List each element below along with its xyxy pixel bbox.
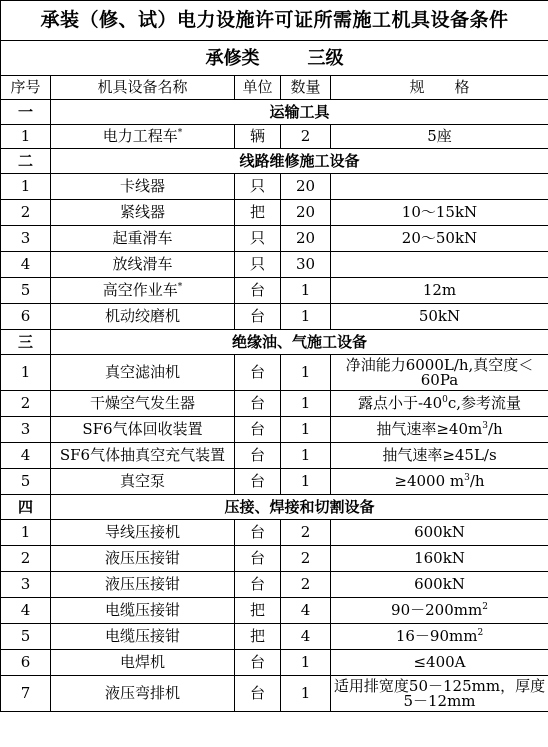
equipment-name bbox=[51, 355, 235, 391]
unit-cell: 台 bbox=[235, 355, 281, 391]
quantity-cell: 1 bbox=[281, 443, 331, 469]
spec-text: 露点小于-40 bbox=[357, 394, 443, 412]
spec-cell: 12m bbox=[331, 278, 548, 304]
spec-cell: 适用排宽度50－125mm，厚度5－12mm bbox=[331, 676, 548, 712]
equipment-name bbox=[51, 572, 235, 598]
equipment-name bbox=[51, 650, 235, 676]
header-spec: 规 格 bbox=[331, 76, 548, 100]
spec-cell bbox=[331, 252, 548, 278]
section-index: 四 bbox=[1, 495, 51, 520]
table-row bbox=[1, 125, 548, 149]
spec-text: 抽气速率≥40m bbox=[376, 420, 483, 438]
equipment-name-text: 起重滑车 bbox=[112, 229, 173, 247]
section-index: 二 bbox=[1, 149, 51, 174]
row-number: 2 bbox=[1, 546, 51, 572]
spec-superscript: 2 bbox=[482, 602, 488, 612]
unit-cell: 台 bbox=[235, 304, 281, 330]
table-row bbox=[1, 391, 548, 417]
quantity-cell: 1 bbox=[281, 355, 331, 391]
table-row bbox=[1, 469, 548, 495]
spec-cell: 10～15kN bbox=[331, 200, 548, 226]
equipment-name-text: 真空滤油机 bbox=[104, 363, 180, 381]
subtitle-category: 承修类 bbox=[205, 47, 260, 69]
unit-cell: 台 bbox=[235, 469, 281, 495]
quantity-cell: 2 bbox=[281, 520, 331, 546]
spec-superscript: 2 bbox=[477, 628, 484, 638]
quantity-cell: 1 bbox=[281, 469, 331, 495]
unit-cell: 把 bbox=[235, 200, 281, 226]
unit-cell: 台 bbox=[235, 520, 281, 546]
spec-cell: 160kN bbox=[331, 546, 548, 572]
row-number: 1 bbox=[1, 125, 51, 149]
equipment-name-text: 高空作业车 bbox=[102, 281, 178, 299]
equipment-name-text: 卡线器 bbox=[119, 177, 165, 195]
quantity-cell: 1 bbox=[281, 676, 331, 712]
equipment-name bbox=[51, 417, 235, 443]
quantity-cell: 1 bbox=[281, 391, 331, 417]
equipment-name bbox=[51, 546, 235, 572]
equipment-name-text: 液压压接钳 bbox=[104, 575, 180, 593]
equipment-name bbox=[51, 174, 235, 200]
quantity-cell: 4 bbox=[281, 624, 331, 650]
table-row bbox=[1, 676, 548, 712]
subtitle bbox=[1, 41, 548, 76]
equipment-name-text: 紧线器 bbox=[119, 203, 165, 221]
equipment-name bbox=[51, 391, 235, 417]
table-row bbox=[1, 546, 548, 572]
row-number: 5 bbox=[1, 469, 51, 495]
unit-cell: 台 bbox=[235, 572, 281, 598]
table-row bbox=[1, 200, 548, 226]
row-number: 7 bbox=[1, 676, 51, 712]
row-number: 1 bbox=[1, 520, 51, 546]
spec-cell bbox=[331, 469, 548, 495]
row-number: 3 bbox=[1, 226, 51, 252]
spec-cell bbox=[331, 598, 548, 624]
spec-text-suffix: c,参考流量 bbox=[447, 394, 522, 412]
section-row bbox=[1, 495, 548, 520]
spec-text: 16－90mm bbox=[395, 627, 478, 645]
quantity-cell: 2 bbox=[281, 125, 331, 149]
equipment-name bbox=[51, 304, 235, 330]
spec-cell bbox=[331, 624, 548, 650]
spec-text-suffix: /h bbox=[469, 472, 485, 490]
quantity-cell: 1 bbox=[281, 304, 331, 330]
spec-superscript: 3 bbox=[482, 421, 488, 431]
unit-cell: 把 bbox=[235, 624, 281, 650]
section-title: 绝缘油、气施工设备 bbox=[51, 330, 548, 355]
spec-cell: 20～50kN bbox=[331, 226, 548, 252]
table-row bbox=[1, 572, 548, 598]
unit-cell: 只 bbox=[235, 226, 281, 252]
row-number: 5 bbox=[1, 278, 51, 304]
equipment-name bbox=[51, 443, 235, 469]
row-number: 2 bbox=[1, 391, 51, 417]
section-title: 压接、焊接和切割设备 bbox=[51, 495, 548, 520]
equipment-name-text: 电焊机 bbox=[119, 653, 165, 671]
unit-cell: 台 bbox=[235, 417, 281, 443]
row-number: 5 bbox=[1, 624, 51, 650]
row-number: 4 bbox=[1, 598, 51, 624]
header-no: 序号 bbox=[1, 76, 51, 100]
spec-cell: 600kN bbox=[331, 572, 548, 598]
equipment-name bbox=[51, 278, 235, 304]
quantity-cell: 2 bbox=[281, 572, 331, 598]
unit-cell: 台 bbox=[235, 546, 281, 572]
equipment-name-text: SF6气体回收装置 bbox=[82, 420, 203, 438]
spec-cell: 5座 bbox=[331, 125, 548, 149]
row-number: 1 bbox=[1, 355, 51, 391]
section-row bbox=[1, 330, 548, 355]
quantity-cell: 30 bbox=[281, 252, 331, 278]
table-row bbox=[1, 520, 548, 546]
table-row bbox=[1, 278, 548, 304]
table-row bbox=[1, 650, 548, 676]
quantity-cell: 20 bbox=[281, 200, 331, 226]
unit-cell: 台 bbox=[235, 650, 281, 676]
spec-cell bbox=[331, 391, 548, 417]
quantity-cell: 2 bbox=[281, 546, 331, 572]
equipment-name-text: 电缆压接钳 bbox=[104, 627, 180, 645]
row-number: 4 bbox=[1, 443, 51, 469]
spec-text: 90－200mm bbox=[391, 601, 483, 619]
asterisk-mark: * bbox=[177, 282, 183, 292]
table-row bbox=[1, 304, 548, 330]
equipment-name-text: 液压弯排机 bbox=[104, 684, 180, 702]
row-number: 6 bbox=[1, 650, 51, 676]
spec-cell: 抽气速率≥45L/s bbox=[331, 443, 548, 469]
row-number: 4 bbox=[1, 252, 51, 278]
unit-cell: 台 bbox=[235, 278, 281, 304]
spec-text: ≥4000 m bbox=[394, 472, 465, 490]
equipment-name bbox=[51, 676, 235, 712]
page-title: 承装（修、试）电力设施许可证所需施工机具设备条件 bbox=[1, 1, 548, 41]
equipment-name bbox=[51, 624, 235, 650]
row-number: 6 bbox=[1, 304, 51, 330]
section-row bbox=[1, 100, 548, 125]
spec-cell bbox=[331, 174, 548, 200]
row-number: 3 bbox=[1, 572, 51, 598]
table-row bbox=[1, 417, 548, 443]
header-row bbox=[1, 76, 548, 100]
unit-cell: 台 bbox=[235, 443, 281, 469]
unit-cell: 只 bbox=[235, 174, 281, 200]
table-row bbox=[1, 174, 548, 200]
table-row bbox=[1, 252, 548, 278]
spec-superscript: 3 bbox=[464, 473, 470, 483]
equipment-name bbox=[51, 125, 235, 149]
subtitle-grade: 三级 bbox=[307, 47, 344, 69]
table-row bbox=[1, 443, 548, 469]
quantity-cell: 20 bbox=[281, 226, 331, 252]
spec-cell: 600kN bbox=[331, 520, 548, 546]
title-row bbox=[1, 1, 548, 41]
equipment-name-text: 机动绞磨机 bbox=[104, 307, 180, 325]
equipment-name bbox=[51, 252, 235, 278]
quantity-cell: 1 bbox=[281, 417, 331, 443]
section-index: 一 bbox=[1, 100, 51, 125]
equipment-name bbox=[51, 520, 235, 546]
table-row bbox=[1, 226, 548, 252]
equipment-name bbox=[51, 469, 235, 495]
unit-cell: 台 bbox=[235, 676, 281, 712]
equipment-name-text: 干燥空气发生器 bbox=[89, 394, 195, 412]
row-number: 2 bbox=[1, 200, 51, 226]
equipment-name-text: 液压压接钳 bbox=[104, 549, 180, 567]
quantity-cell: 1 bbox=[281, 278, 331, 304]
spec-cell bbox=[331, 417, 548, 443]
spec-superscript: 0 bbox=[442, 395, 448, 405]
equipment-name bbox=[51, 200, 235, 226]
section-index: 三 bbox=[1, 330, 51, 355]
quantity-cell: 4 bbox=[281, 598, 331, 624]
row-number: 1 bbox=[1, 174, 51, 200]
quantity-cell: 20 bbox=[281, 174, 331, 200]
spec-cell: 净油能力6000L/h,真空度＜60Pa bbox=[331, 355, 548, 391]
spec-cell: ≤400A bbox=[331, 650, 548, 676]
equipment-name-text: 导线压接机 bbox=[104, 523, 180, 541]
equipment-name-text: 真空泵 bbox=[119, 472, 165, 490]
equipment-name bbox=[51, 226, 235, 252]
section-row bbox=[1, 149, 548, 174]
equipment-name-text: SF6气体抽真空充气装置 bbox=[59, 446, 226, 464]
spec-cell: 50kN bbox=[331, 304, 548, 330]
unit-cell: 辆 bbox=[235, 125, 281, 149]
section-title: 线路维修施工设备 bbox=[51, 149, 548, 174]
spec-text-suffix: /h bbox=[487, 420, 503, 438]
equipment-name-text: 电缆压接钳 bbox=[104, 601, 180, 619]
unit-cell: 把 bbox=[235, 598, 281, 624]
table-row bbox=[1, 598, 548, 624]
header-name: 机具设备名称 bbox=[51, 76, 235, 100]
header-qty: 数量 bbox=[281, 76, 331, 100]
table-row bbox=[1, 624, 548, 650]
equipment-name bbox=[51, 598, 235, 624]
equipment-name-text: 电力工程车 bbox=[102, 127, 178, 145]
table-row bbox=[1, 355, 548, 391]
row-number: 3 bbox=[1, 417, 51, 443]
unit-cell: 台 bbox=[235, 391, 281, 417]
header-unit: 单位 bbox=[235, 76, 281, 100]
section-title: 运输工具 bbox=[51, 100, 548, 125]
equipment-name-text: 放线滑车 bbox=[112, 255, 173, 273]
unit-cell: 只 bbox=[235, 252, 281, 278]
asterisk-mark: * bbox=[177, 128, 183, 138]
subtitle-row bbox=[1, 41, 548, 76]
quantity-cell: 1 bbox=[281, 650, 331, 676]
